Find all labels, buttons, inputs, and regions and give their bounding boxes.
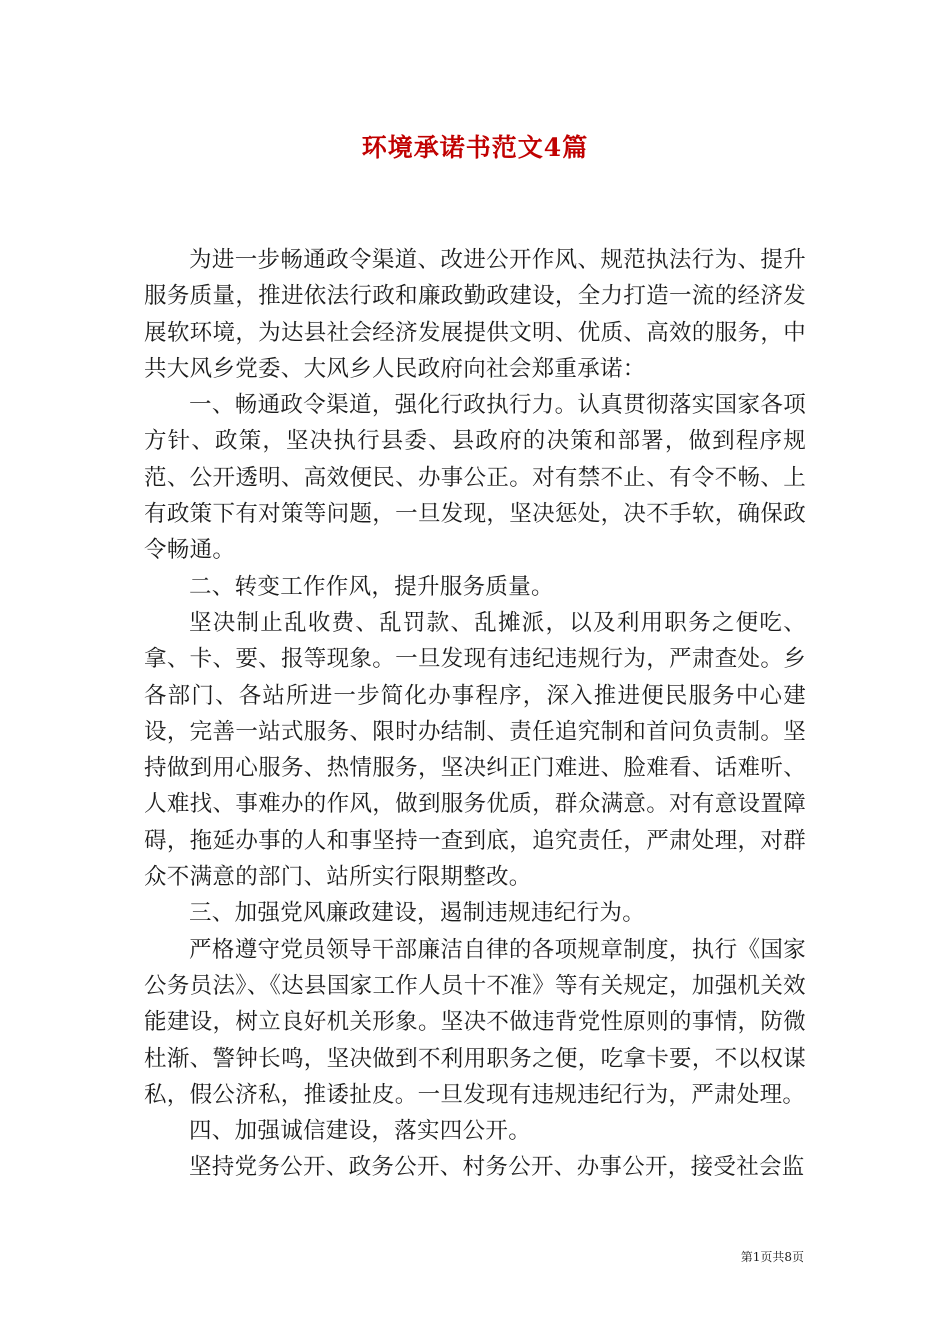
page-number-footer: 第1页共8页 bbox=[740, 1250, 804, 1264]
paragraph-section-1: 一、畅通政令渠道，强化行政执行力。认真贯彻落实国家各项方针、政策，坚决执行县委、县政府的决策和部署，做到程序规范、公开透明、高效便民、办事公正。对有禁不止、有令不畅、上有政策下有对策等问题，一旦发现，坚决惩处，决不手软，确保政令畅通。 bbox=[144, 392, 806, 564]
paragraph-section-4: 坚持党务公开、政务公开、村务公开、办事公开，接受社会监 bbox=[189, 1154, 805, 1181]
paragraph-intro: 为进一步畅通政令渠道、改进公开作风、规范执法行为、提升服务质量，推进依法行政和廉政勤政建设，全力打造一流的经济发展软环境，为达县社会经济发展提供文明、优质、高效的服务，中共大风乡党委、大风乡人民政府向社会郑重承诺： bbox=[144, 247, 806, 382]
document-title: 环境承诺书范文4篇 bbox=[361, 133, 589, 162]
paragraph-section-3: 严格遵守党员领导干部廉洁自律的各项规章制度，执行《国家公务员法》、《达县国家工作人员十不准》等有关规定，加强机关效能建设，树立良好机关形象。坚决不做违背党性原则的事情，防微杜渐、警钟长鸣，坚决做到不利用职务之便，吃拿卡要，不以权谋私，假公济私，推诿扯皮。一旦发现有违规违纪行为，严肃处理。 bbox=[144, 936, 806, 1108]
heading-section-2: 二、转变工作作风，提升服务质量。 bbox=[189, 573, 554, 600]
paragraph-section-2: 坚决制止乱收费、乱罚款、乱摊派，以及利用职务之便吃、拿、卡、要、报等现象。一旦发现有违纪违规行为，严肃查处。乡各部门、各站所进一步简化办事程序，深入推进便民服务中心建设，完善一站式服务、限时办结制、责任追究制和首问负责制。坚持做到用心服务、热情服务，坚决纠正门难进、脸难看、话难听、人难找、事难办的作风，做到服务优质，群众满意。对有意设置障碍，拖延办事的人和事坚持一查到底，追究责任，严肃处理，对群众不满意的部门、站所实行限期整改。 bbox=[144, 609, 806, 891]
heading-section-4: 四、加强诚信建设，落实四公开。 bbox=[189, 1118, 532, 1145]
heading-section-3: 三、加强党风廉政建设，遏制违规违纪行为。 bbox=[189, 900, 646, 927]
document-body bbox=[144, 242, 806, 1186]
